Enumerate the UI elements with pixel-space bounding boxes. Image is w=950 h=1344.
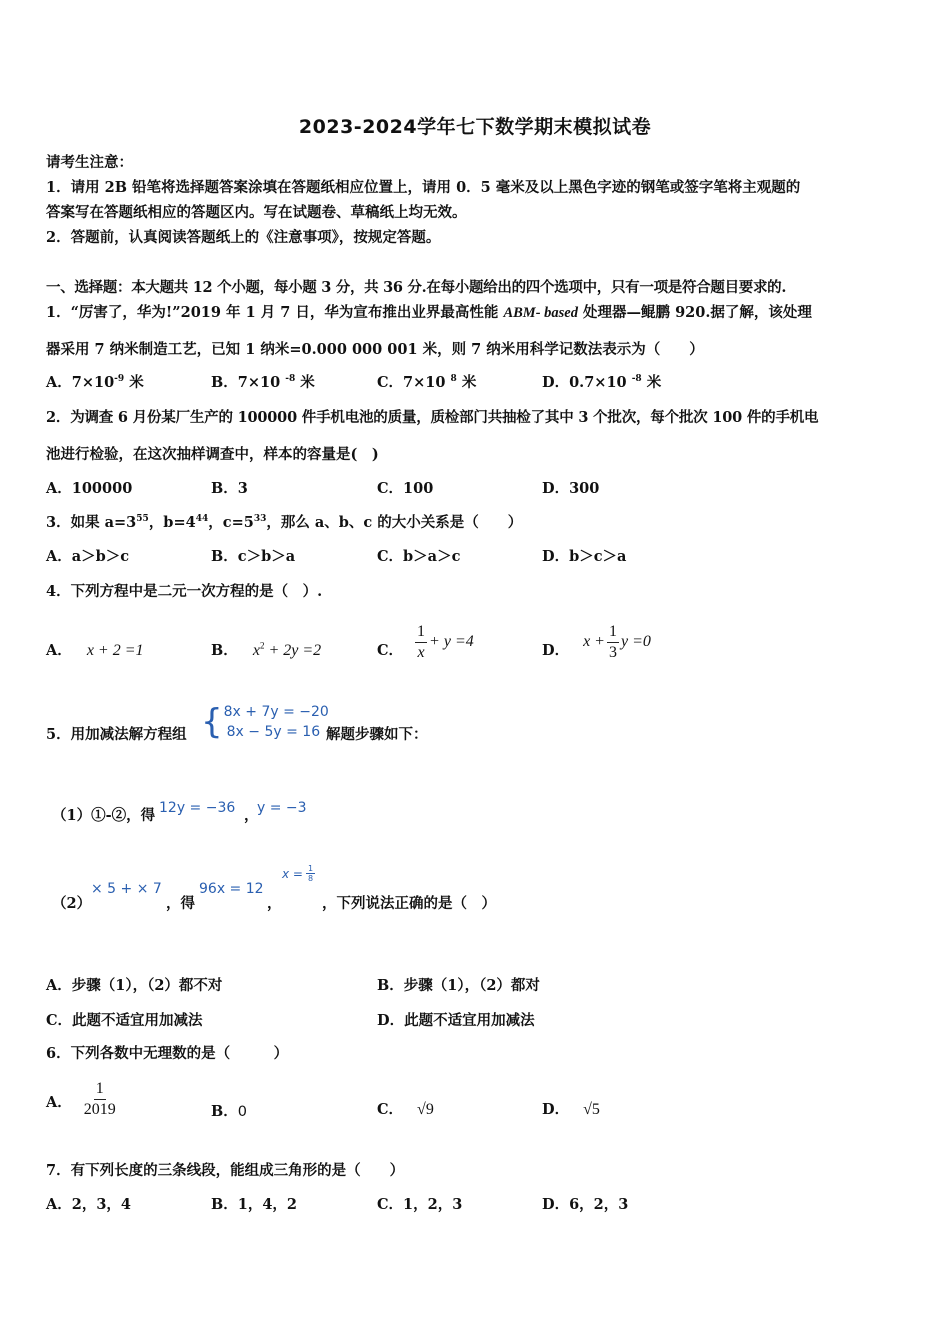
q5-step2-comma: ， [267, 895, 282, 912]
q5-brace: { [201, 702, 223, 742]
q5-step2-denominator: 8 [307, 874, 314, 883]
q2-option-b[interactable]: B．3 [211, 480, 248, 497]
q1-d-exp: -8 [631, 374, 642, 385]
q1-a-base: A．7×10 [46, 374, 115, 391]
q3-option-a[interactable]: A．a＞b＞c [46, 548, 130, 565]
q1-stem-line1 [46, 303, 812, 323]
q1-b-unit: 米 [295, 374, 315, 391]
q5-equation-system [201, 702, 329, 742]
q4-a-label: A． [46, 642, 72, 659]
q4-b-x: x [252, 642, 260, 659]
q5-step2-label: （2） [52, 895, 92, 912]
q7-stem: 7．有下列长度的三条线段，能组成三角形的是（ ） [46, 1162, 405, 1179]
q5-step1-eq-2: y = −3 [257, 800, 307, 816]
q3-mid-2: ，c=5 [208, 514, 254, 531]
q5-step2-fraction [306, 864, 315, 883]
notice-header: 请考生注意： [46, 154, 133, 171]
q4-a-equation: x + 2 =1 [86, 642, 144, 659]
q4-d-label: D． [542, 642, 570, 659]
q1-c-base: C．7×10 [377, 374, 451, 391]
q5-option-a[interactable]: A．步骤（1），（2）都不对 [46, 977, 223, 994]
q1-stem-pre: 1．“厉害了，华为!”2019 年 1 月 7 日，华为宣布推出业界最高性能 [46, 304, 504, 321]
q3-mid-1: ，b=4 [148, 514, 196, 531]
q2-option-a[interactable]: A．100000 [46, 480, 133, 497]
q3-option-c[interactable]: C．b＞a＞c [377, 548, 461, 565]
q2-stem-line2: 池进行检验，在这次抽样调查中，样本的容量是( ) [46, 446, 379, 463]
q4-b-exp: 2 [259, 640, 265, 651]
q4-option-c[interactable] [377, 620, 474, 664]
q5-stem-post: 解题步骤如下： [326, 726, 428, 743]
q5-step2-mid: ，得 [166, 895, 195, 912]
q5-option-c[interactable]: C．此题不适宜用加减法 [46, 1012, 203, 1029]
notice-line-1a: 1．请用 2B 铅笔将选择题答案涂填在答题纸相应位置上，请用 0．5 毫米及以上黑色字迹的钢笔或签字笔将主观题的 [46, 179, 801, 196]
q1-option-c[interactable] [377, 373, 476, 393]
q2-stem-line1: 2．为调查 6 月份某厂生产的 100000 件手机电池的质量，质检部门共抽检了其中 3 个批次，每个批次 100 件的手机电 [46, 409, 819, 426]
q6-b-label: B． [211, 1103, 238, 1120]
q5-option-b[interactable]: B．步骤（1），（2）都对 [377, 977, 540, 994]
q1-option-a[interactable] [46, 373, 144, 393]
q1-option-b[interactable] [211, 373, 315, 393]
q2-option-d[interactable]: D．300 [542, 480, 600, 497]
q4-c-fraction [415, 622, 427, 663]
q3-option-b[interactable]: B．c＞b＞a [211, 548, 296, 565]
q1-stem-post: 处理器—鲲鹏 920.据了解，该处理 [578, 304, 812, 321]
q4-stem: 4．下列方程中是二元一次方程的是（ ）. [46, 583, 323, 600]
notice-line-1b: 答案写在答题纸相应的答题区内。写在试题卷、草稿纸上均无效。 [46, 204, 467, 221]
q4-c-label: C． [377, 642, 404, 659]
q6-a-numerator: 1 [94, 1079, 106, 1100]
q6-a-label: A． [46, 1094, 72, 1111]
q1-option-d[interactable] [542, 373, 661, 393]
q4-b-label: B． [211, 642, 238, 659]
q7-option-d[interactable]: D．6，2，3 [542, 1196, 629, 1213]
notice-line-2: 2．答题前，认真阅读答题纸上的《注意事项》，按规定答题。 [46, 229, 441, 246]
q6-option-a[interactable] [46, 1076, 120, 1122]
q6-option-b[interactable] [211, 1102, 247, 1122]
q4-b-rest: + 2y =2 [264, 642, 322, 659]
page-title: 2023-2024学年七下数学期末模拟试卷 [298, 116, 652, 138]
q2-option-c[interactable]: C．100 [377, 480, 434, 497]
q5-step2-eq: 96x = 12 [199, 881, 264, 897]
q7-option-a[interactable]: A．2，3，4 [46, 1196, 132, 1213]
q1-stem-line2: 器采用 7 纳米制造工艺，已知 1 纳米=0.000 000 001 米，则 7 纳米用科学记数法表示为（ ） [46, 341, 704, 358]
q4-d-fraction [607, 622, 619, 663]
q4-option-d[interactable] [542, 620, 651, 664]
q3-option-d[interactable]: D．b＞c＞a [542, 548, 627, 565]
q1-a-exp: -9 [114, 374, 125, 385]
q5-stem-pre: 5．用加减法解方程组 [46, 726, 187, 743]
q4-d-rest: y =0 [620, 633, 651, 650]
q6-c-label: C． [377, 1101, 404, 1118]
q4-option-a[interactable] [46, 641, 144, 661]
q1-c-exp: 8 [450, 374, 457, 385]
q3-stem [46, 513, 522, 533]
q3-exp-a: 55 [136, 514, 149, 525]
q1-d-unit: 米 [641, 374, 662, 391]
q5-step2-post: ，下列说法正确的是（ ） [322, 895, 496, 912]
q6-stem: 6．下列各数中无理数的是（ ） [46, 1045, 289, 1062]
q7-option-c[interactable]: C．1，2，3 [377, 1196, 463, 1213]
q4-d-denominator: 3 [608, 643, 617, 661]
q1-b-exp: -8 [285, 374, 296, 385]
q6-d-label: D． [542, 1101, 570, 1118]
q5-step2-numerator: 1 [307, 864, 314, 873]
q1-b-base: B．7×10 [211, 374, 286, 391]
q3-post: ，那么 a、b、c 的大小关系是（ ） [266, 514, 523, 531]
q3-pre: 3．如果 a=3 [46, 514, 137, 531]
q3-exp-b: 44 [195, 514, 209, 525]
q6-a-denominator: 2019 [83, 1100, 116, 1118]
q6-a-fraction [82, 1079, 118, 1120]
section-heading: 一、选择题：本大题共 12 个小题，每小题 3 分，共 36 分.在每小题给出的四个选项中，只有一项是符合题目要求的. [46, 279, 787, 296]
q5-step2-ops: × 5 + × 7 [91, 881, 162, 897]
q5-eq-1: 8x + 7y = −20 [223, 704, 329, 720]
q6-option-c[interactable] [377, 1100, 434, 1120]
q5-step1-eq-1: 12y = −36 [159, 800, 236, 816]
q4-option-b[interactable] [211, 641, 321, 661]
q4-d-numerator: 1 [607, 622, 619, 643]
q6-b-value: 0 [237, 1104, 247, 1120]
q1-c-unit: 米 [456, 374, 477, 391]
q5-option-d[interactable]: D．此题不适宜用加减法 [377, 1012, 535, 1029]
q6-option-d[interactable] [542, 1100, 600, 1120]
q1-d-base: D．0.7×10 [542, 374, 632, 391]
q6-c-value: √9 [417, 1101, 434, 1118]
q4-c-rest: + y =4 [429, 633, 474, 650]
q1-a-unit: 米 [124, 374, 144, 391]
q4-c-numerator: 1 [415, 622, 427, 643]
q5-step2-x-label: x = [282, 866, 303, 881]
q7-option-b[interactable]: B．1，4，2 [211, 1196, 298, 1213]
q4-d-pre: x + [583, 633, 605, 650]
q4-c-denominator: x [417, 643, 425, 661]
q5-step1-label: （1）①-②，得 [52, 807, 156, 824]
q5-eq-2: 8x − 5y = 16 [226, 724, 321, 740]
q6-d-value: √5 [583, 1101, 600, 1118]
q3-exp-c: 33 [253, 514, 267, 525]
q5-step2-x-value [282, 864, 317, 883]
q1-stem-em: ABM- based [503, 305, 578, 321]
q5-step1-comma: ， [244, 807, 259, 824]
